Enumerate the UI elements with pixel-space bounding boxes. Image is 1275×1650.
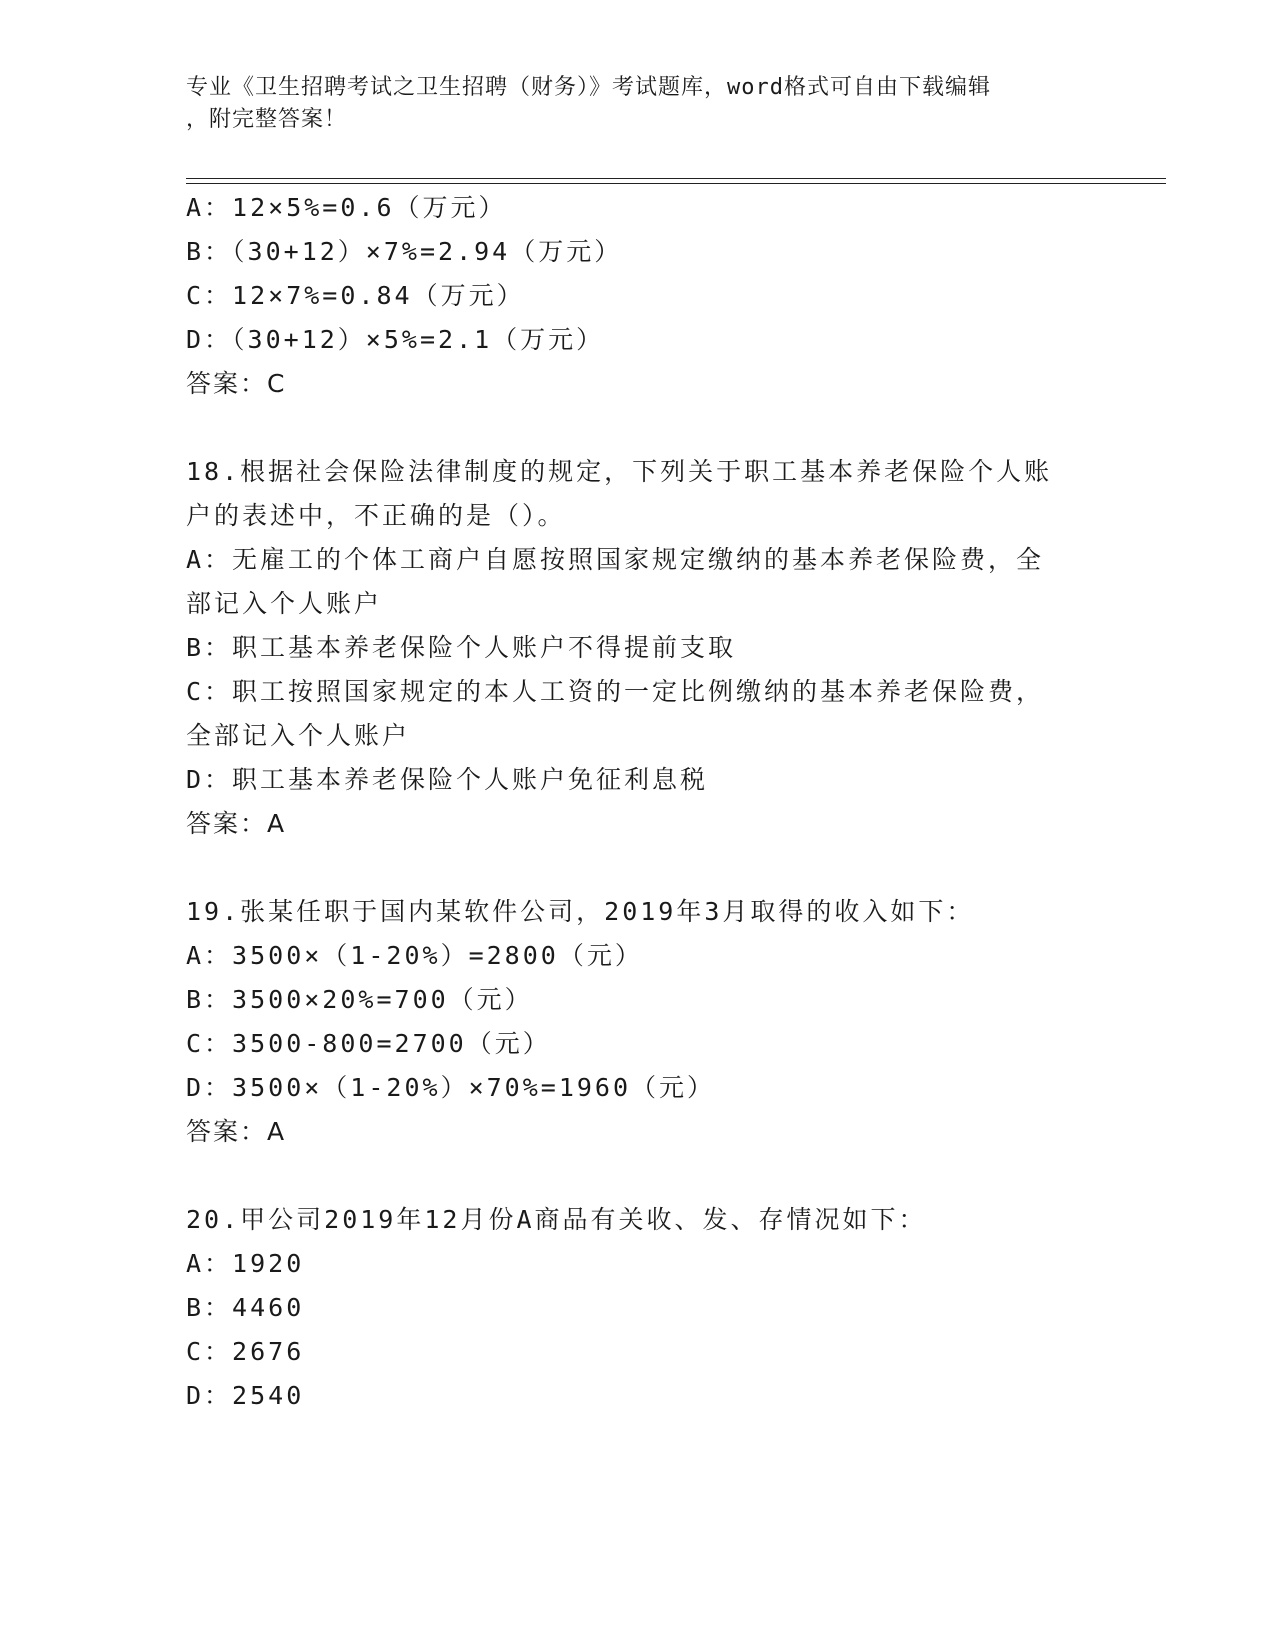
q19-answer: 答案：A: [186, 1117, 287, 1146]
q18-option-c-line-2: 全部记入个人账户: [186, 721, 411, 750]
document-header: [186, 72, 1086, 136]
q19-option-a: A：3500×（1-20%）=2800（元）: [186, 941, 643, 970]
q19-option-d: D：3500×（1-20%）×70%=1960（元）: [186, 1073, 716, 1102]
q17-option-c: C：12×7%=0.84（万元）: [186, 281, 525, 310]
q17-option-d: D：（30+12）×5%=2.1（万元）: [186, 325, 605, 354]
q18-option-b: B：职工基本养老保险个人账户不得提前支取: [186, 633, 737, 662]
q19-option-c: C：3500-800=2700（元）: [186, 1029, 551, 1058]
q18-option-a-line-2: 部记入个人账户: [186, 589, 383, 618]
header-divider-top: [186, 178, 1166, 179]
q20-option-b: B：4460: [186, 1293, 305, 1322]
q20-stem: 20.甲公司2019年12月份A商品有关收、发、存情况如下：: [186, 1205, 927, 1234]
q20-option-c: C：2676: [186, 1337, 305, 1366]
q20-option-d: D：2540: [186, 1381, 305, 1410]
q18-stem-line-2: 户的表述中，不正确的是（）。: [186, 501, 566, 530]
q18-answer: 答案：A: [186, 809, 287, 838]
q20-option-a: A：1920: [186, 1249, 305, 1278]
q17-option-a: A：12×5%=0.6（万元）: [186, 193, 507, 222]
q18-stem-line-1: 18.根据社会保险法律制度的规定，下列关于职工基本养老保险个人账: [186, 457, 1053, 486]
q17-option-b: B：（30+12）×7%=2.94（万元）: [186, 237, 623, 266]
header-divider-bottom: [186, 183, 1166, 184]
header-line-2: ，附完整答案！: [186, 107, 348, 132]
q18-option-d: D：职工基本养老保险个人账户免征利息税: [186, 765, 709, 794]
q18-option-a-line-1: A：无雇工的个体工商户自愿按照国家规定缴纳的基本养老保险费，全: [186, 545, 1045, 574]
q19-stem: 19.张某任职于国内某软件公司，2019年3月取得的收入如下：: [186, 897, 975, 926]
q19-option-b: B：3500×20%=700（元）: [186, 985, 533, 1014]
q17-answer: 答案：C: [186, 369, 287, 398]
q18-option-c-line-1: C：职工按照国家规定的本人工资的一定比例缴纳的基本养老保险费，: [186, 677, 1045, 706]
header-line-1: 专业《卫生招聘考试之卫生招聘（财务）》考试题库，word格式可自由下载编辑: [186, 75, 991, 100]
